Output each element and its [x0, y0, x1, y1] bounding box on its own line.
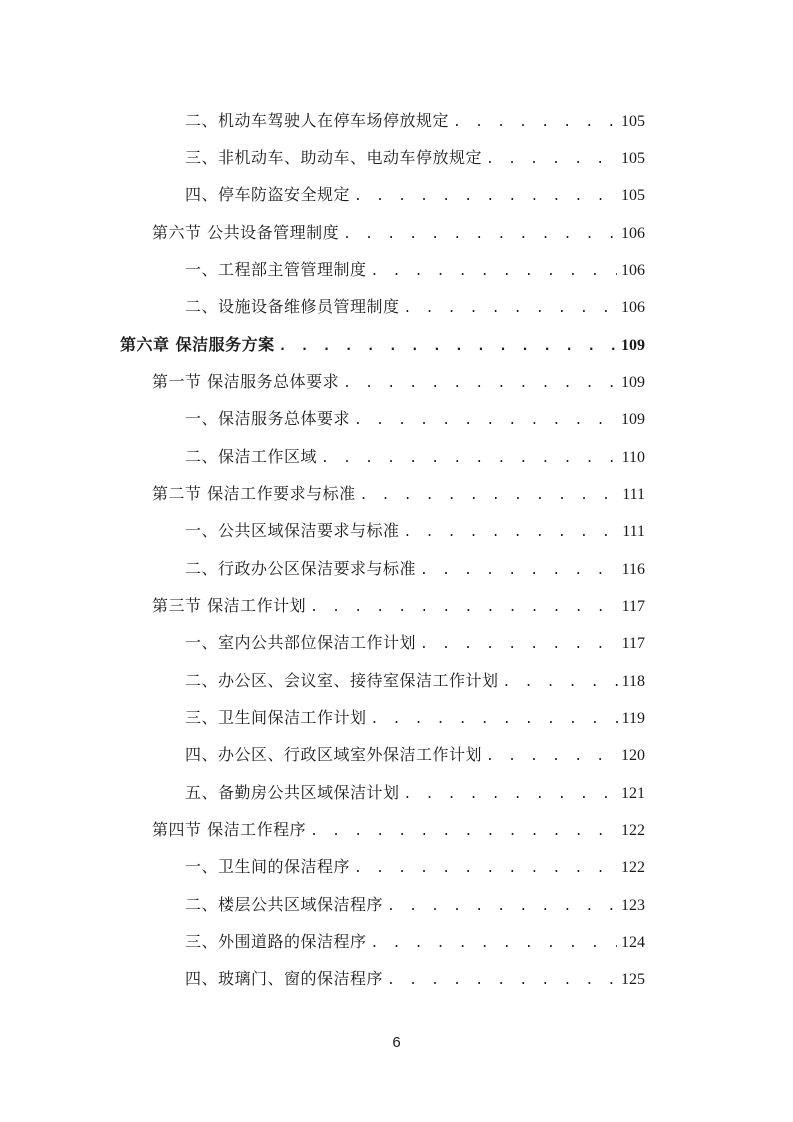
toc-entry-label: 二、设施设备维修员管理制度 [185, 297, 400, 316]
toc-entry-label: 一、工程部主管管理制度 [185, 260, 367, 279]
page-number: 6 [392, 1034, 401, 1051]
toc-entry-label: 一、卫生间的保洁程序 [185, 857, 351, 876]
dot-leader [420, 559, 618, 583]
dot-leader [354, 185, 617, 209]
toc-entry[interactable] [152, 221, 645, 245]
toc-entry-label: 三、非机动车、助动车、电动车停放规定 [185, 148, 483, 167]
toc-entry[interactable] [185, 631, 645, 655]
toc-entry-page: 123 [621, 897, 645, 914]
toc-entry-page: 117 [621, 598, 645, 615]
dot-leader [310, 596, 618, 620]
toc-entry[interactable] [185, 407, 645, 431]
toc-entry-label: 一、保洁服务总体要求 [185, 409, 351, 428]
toc-entry-page: 118 [621, 673, 645, 690]
toc-entry[interactable] [185, 743, 645, 767]
toc-entry-label: 一、室内公共部位保洁工作计划 [185, 633, 417, 652]
dot-leader [371, 932, 617, 956]
toc-entry[interactable] [185, 781, 645, 805]
toc-entry-page: 109 [621, 374, 645, 391]
dot-leader [354, 409, 617, 433]
toc-entry-page: 105 [621, 187, 645, 204]
toc-entry-label: 二、保洁工作区域 [185, 447, 318, 466]
toc-entry-label: 一、公共区域保洁要求与标准 [185, 521, 400, 540]
toc-entry-page: 106 [621, 299, 645, 316]
dot-leader [420, 633, 618, 657]
toc-entry-page: 111 [622, 523, 645, 540]
toc-entry[interactable] [185, 258, 645, 282]
dot-leader [321, 447, 618, 471]
dot-leader [279, 335, 617, 359]
toc-entry[interactable] [185, 893, 645, 917]
dot-leader [404, 783, 617, 807]
dot-leader [354, 857, 617, 881]
toc-entry[interactable] [185, 930, 645, 954]
toc-entry[interactable] [185, 295, 645, 319]
toc-entry-label: 二、行政办公区保洁要求与标准 [185, 559, 417, 578]
toc-entry[interactable] [152, 482, 645, 506]
toc-chapter-entry[interactable] [120, 333, 645, 357]
toc-entry-page: 106 [621, 225, 645, 242]
toc-entry-page: 116 [621, 561, 645, 578]
dot-leader [343, 372, 617, 396]
toc-entry-label: 第六节 公共设备管理制度 [152, 223, 340, 242]
dot-leader [503, 671, 618, 695]
toc-entry-page: 121 [621, 785, 645, 802]
toc-entry-page: 122 [621, 822, 645, 839]
toc-entry-page: 106 [621, 262, 645, 279]
toc-entry-label: 四、玻璃门、窗的保洁程序 [185, 969, 384, 988]
toc-entry-page: 105 [621, 113, 645, 130]
toc-entry[interactable] [185, 146, 645, 170]
toc-entry[interactable] [185, 706, 645, 730]
dot-leader [371, 708, 618, 732]
toc-entry-label: 三、卫生间保洁工作计划 [185, 708, 367, 727]
toc-entry[interactable] [152, 594, 645, 618]
toc-entry-label: 二、机动车驾驶人在停车场停放规定 [185, 111, 450, 130]
toc-entry-page: 109 [621, 337, 645, 354]
toc-entry-label: 四、停车防盗安全规定 [185, 185, 351, 204]
dot-leader [343, 223, 617, 247]
dot-leader [404, 521, 619, 545]
toc-entry-label: 二、办公区、会议室、接待室保洁工作计划 [185, 671, 499, 690]
dot-leader [387, 969, 617, 993]
toc-entry[interactable] [152, 818, 645, 842]
toc-entry-page: 125 [621, 971, 645, 988]
toc-entry-label: 第二节 保洁工作要求与标准 [152, 484, 356, 503]
dot-leader [486, 745, 617, 769]
dot-leader [404, 297, 617, 321]
toc-entry-page: 111 [622, 486, 645, 503]
toc-entry-label: 第四节 保洁工作程序 [152, 820, 307, 839]
toc-entry[interactable] [185, 557, 645, 581]
toc-entry-label: 四、办公区、行政区域室外保洁工作计划 [185, 745, 483, 764]
toc-entry-label: 第一节 保洁服务总体要求 [152, 372, 340, 391]
toc-entry[interactable] [185, 967, 645, 991]
toc-entry-label: 二、楼层公共区域保洁程序 [185, 895, 384, 914]
toc-entry-page: 124 [621, 934, 645, 951]
toc-entry[interactable] [185, 669, 645, 693]
toc-entry-label: 第六章 保洁服务方案 [120, 335, 275, 354]
toc-entry-page: 109 [621, 411, 645, 428]
toc-entry-page: 120 [621, 747, 645, 764]
toc-entry-page: 119 [621, 710, 645, 727]
dot-leader [387, 895, 617, 919]
toc-entry[interactable] [185, 445, 645, 469]
dot-leader [310, 820, 617, 844]
toc-entry[interactable] [185, 855, 645, 879]
toc-entry-label: 三、外围道路的保洁程序 [185, 932, 367, 951]
toc-entry-page: 110 [621, 449, 645, 466]
toc-entry-page: 105 [621, 150, 645, 167]
toc-entry[interactable] [185, 519, 645, 543]
toc-entry[interactable] [185, 183, 645, 207]
dot-leader [486, 148, 617, 172]
dot-leader [360, 484, 619, 508]
toc-entry-label: 五、备勤房公共区域保洁计划 [185, 783, 400, 802]
toc-entry[interactable] [152, 370, 645, 394]
dot-leader [453, 111, 617, 135]
toc-entry-page: 117 [621, 635, 645, 652]
dot-leader [371, 260, 617, 284]
toc-entry[interactable] [185, 109, 645, 133]
toc-entry-label: 第三节 保洁工作计划 [152, 596, 307, 615]
toc-entry-page: 122 [621, 859, 645, 876]
